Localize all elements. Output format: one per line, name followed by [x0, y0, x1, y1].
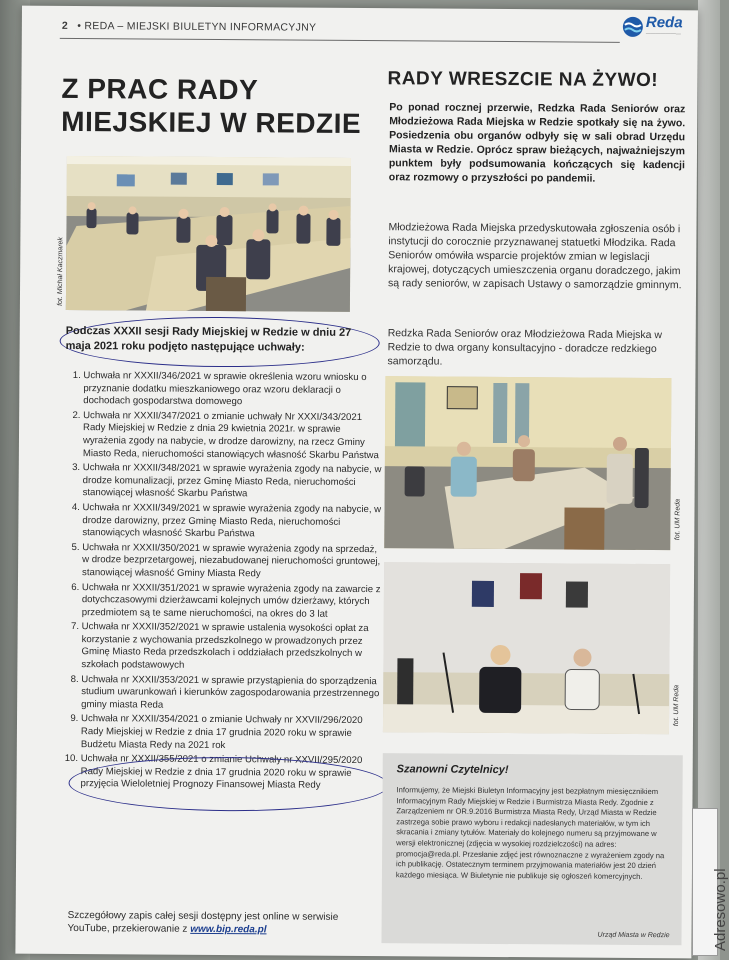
header-separator: •	[77, 20, 82, 33]
notice-signature: Urząd Miasta w Redzie	[597, 931, 670, 940]
list-item: 5. Uchwała nr XXXII/350/2021 w sprawie wyrażenia zgody na sprzedaż, w drodze bezprzetargowej, niezabudowanej nieruchomości gruntowej, stanowiącej własność Gminy Miasta Redy	[82, 542, 382, 582]
resolutions-list	[59, 370, 384, 795]
watermark-text: Adresowo.pl	[712, 868, 729, 951]
photo-credit-left: fot. Michał Kaczmarek	[56, 237, 65, 306]
list-item: 1. Uchwała nr XXXII/346/2021 w sprawie określenia wzoru wniosku o przyznanie dodatku mieszkaniowego oraz wzoru deklaracji o dochodach gospodarstwa domowego	[83, 370, 383, 410]
list-item: 8. Uchwała nr XXXII/353/2021 w sprawie przystąpienia do sporządzenia studium uwarunkowań i kierunków zagospodarowania przestrzennego gminy miasta Reda	[81, 674, 381, 714]
council-session-photo	[66, 156, 351, 312]
logo-text: Reda	[645, 13, 683, 32]
right-paragraph-2: Redzka Rada Seniorów oraz Młodzieżowa Rada Miejska w Redzie to dwa organy konsultacyjno - doradcze redzkiego samorządu.	[387, 327, 663, 368]
list-item: 3. Uchwała nr XXXII/348/2021 w sprawie wyrażenia zgody na nabycie, w drodze komunalizacji, przez Gminę Miasto Reda, nieruchomości stanowiącej własność Skarbu Państwa	[83, 462, 383, 502]
right-lead-paragraph: Po ponad rocznej przerwie, Redzka Rada Seniorów oraz Młodzieżowa Rada Miejska w Redzie spotkały się na żywo. Posiedzenia obu organów odbyły się w sali obrad Urzędu Miasta w Redzie. Oprócz spraw bieżących, najważniejszym punktem były podsumowania kończących się kadencji oraz rozmowy o przyszłości po pandemii.	[388, 101, 686, 185]
page-number: 2	[61, 19, 69, 32]
reda-logo	[622, 13, 683, 40]
bip-link[interactable]: www.bip.reda.pl	[190, 923, 267, 936]
right-article-title: RADY WRESZCIE NA ŻYWO!	[387, 68, 659, 92]
bulletin-page	[15, 6, 698, 959]
list-item: 6. Uchwała nr XXXII/351/2021 w sprawie wyrażenia zgody na zawarcie z dotychczasowymi dzierżawcami kolejnych umów dzierżawy, których przedmiotem są te same nieruchomości, na okres do 3 lat	[82, 582, 382, 622]
photo-credit-right-1: fot. UM Reda	[674, 498, 682, 541]
youtube-note	[68, 909, 358, 937]
seniors-council-photo	[384, 376, 671, 550]
logo-subtext: ———————	[645, 30, 681, 38]
list-item: 4. Uchwała nr XXXII/349/2021 w sprawie wyrażenia zgody na nabycie, w drodze darowizny, przez Gminę Miasto Reda, nieruchomości stanowiących własność Skarbu Państwa	[82, 502, 382, 542]
list-item: 9. Uchwała nr XXXII/354/2021 o zmianie Uchwały nr XXVII/296/2020 Rady Miejskiej w Redzie z dnia 17 grudnia 2020 roku w sprawie Budżetu Miasta Redy na 2021 rok	[81, 714, 381, 754]
session-intro: Podczas XXXII sesji Rady Miejskiej w Redzie w dniu 27 maja 2021 roku podjęto następujące uchwały:	[65, 324, 352, 354]
waves-icon	[622, 16, 644, 38]
page-header	[62, 20, 317, 34]
list-item: 2. Uchwała nr XXXII/347/2021 o zmianie uchwały Nr XXXI/343/2021 Rady Miejskiej w Redzie z dnia 29 kwietnia 2021r. w sprawie wyrażenia zgody na nabycie, w drodze darowizny, na rzecz Gminy Miasto Reda, nieruchomości stanowiących własność Skarbu Państwa	[83, 410, 383, 462]
header-rule	[60, 38, 620, 43]
bulletin-title: REDA – MIEJSKI BIULETYN INFORMACYJNY	[84, 20, 317, 34]
youth-council-photo	[383, 562, 670, 734]
list-item: 10. Uchwała nr XXXII/355/2021 o zmianie Uchwały nr XXVII/295/2020 Rady Miejskiej w Redzie z dnia 17 grudnia 2020 roku w sprawie przyjęcia Wieloletniej Prognozy Finansowej Miasta Redy	[81, 753, 381, 793]
notice-title: Szanowni Czytelnicy!	[396, 763, 509, 777]
right-paragraph-1: Młodzieżowa Rada Miejska przedyskutowała zgłoszenia osób i instytucji do corocznie przyznawanej statuetki Młodzika. Rada Seniorów omówiła wsparcie projektów zmian w legislacji krajowej, dotyczących umieszczenia organu doradczego, jakim są rady seniorów, w zapisach Ustawy o samorządzie gminnym.	[388, 221, 682, 292]
site-watermark	[692, 808, 729, 956]
list-item: 7. Uchwała nr XXXII/352/2021 w sprawie ustalenia wysokości opłat za korzystanie z wychowania przedszkolnego w prowadzonych przez Gminę Miasto Reda przedszkolach i oddziałach przedszkolnych w szkołach podstawowych	[81, 621, 381, 673]
readers-notice-box	[381, 753, 682, 945]
youtube-note-text: Szczegółowy zapis całej sesji dostępny jest online w serwisie YouTube, przekierowanie z	[67, 909, 339, 935]
photo-credit-right-2: fot. UM Reda	[672, 684, 681, 727]
notice-text: Informujemy, że Miejski Biuletyn Informacyjny jest bezpłatnym miesięcznikiem Informacyjnym Rady Miejskiej w Redzie i Burmistrza Miasta Redy. Zgodnie z Zarządzeniem nr OR.9.2016 Burmistrza Miasta Redy, Urząd Miasta w Redzie zastrzega sobie prawo wyboru i redakcji nadesłanych materiałów, w tym ich skracania i zmiany tytułów. Materiały do kolejnego numeru są przyjmowane w wersji elektronicznej (zdjęcia w wysokiej rozdzielczości) na adres: promocja@reda.pl. Przesłanie zdjęć jest równoznaczne z wyrażeniem zgody na ich publikację. Ostatecznym terminem przyjmowania materiałów jest 20 dzień każdego miesiąca. W Biuletynie nie publikuje się ogłoszeń komercyjnych.	[395, 785, 665, 881]
left-article-title: Z PRAC RADY MIEJSKIEJ W REDZIE	[61, 72, 362, 140]
